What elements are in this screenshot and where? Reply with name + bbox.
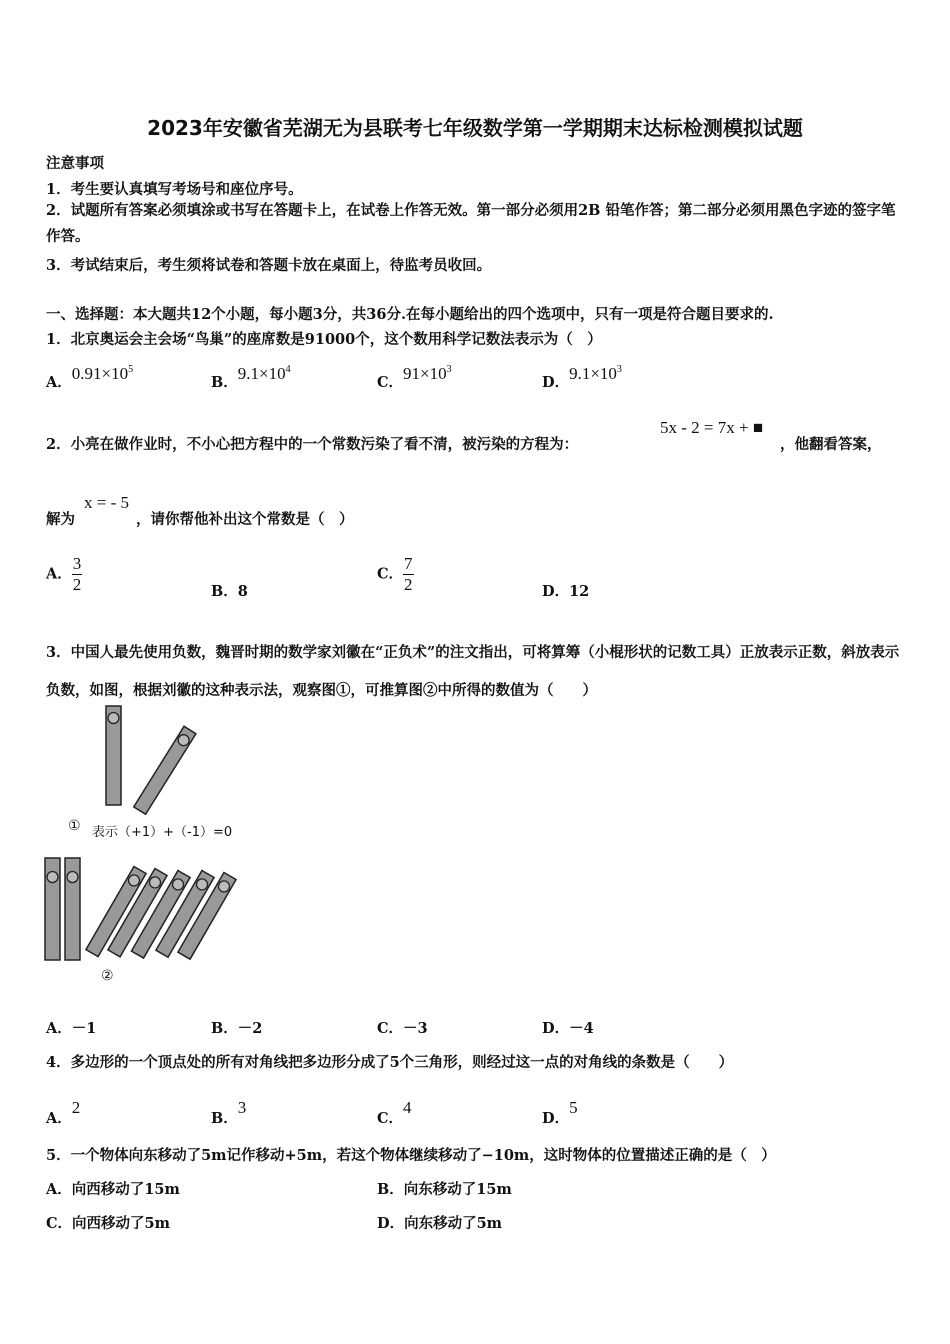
figure-1-caption: 表示（+1）+（-1）=0	[92, 825, 233, 840]
upright-rod	[45, 858, 60, 960]
q2-option-d	[542, 580, 589, 601]
option-label: D．	[542, 374, 570, 391]
q1-option-a	[46, 364, 133, 392]
option-label: D．	[377, 1215, 405, 1232]
option-base: 91×10	[403, 364, 447, 383]
option-exponent: 4	[285, 364, 291, 375]
option-text: 5	[569, 1098, 578, 1117]
figure-2-label: ②	[101, 968, 114, 984]
option-label: B．	[211, 583, 238, 600]
option-text: 3	[237, 1098, 247, 1117]
notice-item-1: 1．考生要认真填写考场号和座位序号。	[46, 181, 303, 198]
exam-title: 2023年安徽省芜湖无为县联考七年级数学第一学期期末达标检测模拟试题	[147, 116, 803, 140]
option-text: －2	[237, 1020, 263, 1037]
option-label: C．	[377, 565, 404, 583]
option-text: 12	[569, 583, 590, 600]
option-label: B．	[211, 374, 238, 391]
option-text: －1	[71, 1020, 97, 1037]
q1-option-d	[542, 364, 622, 392]
q2-option-b	[211, 580, 248, 601]
q1-option-c	[377, 364, 452, 392]
option-base: 9.1×10	[569, 364, 617, 383]
option-label: A．	[46, 1110, 72, 1127]
q3-option-a	[46, 1017, 96, 1038]
q4-option-b	[211, 1098, 246, 1128]
option-text: －4	[569, 1020, 594, 1037]
section-heading: 一、选择题：本大题共12个小题，每小题3分，共36分.在每小题给出的四个选项中，只有一项是符合题目要求的.	[46, 306, 774, 323]
fraction-denominator: 2	[72, 575, 82, 594]
question-4-stem: 4．多边形的一个顶点处的所有对角线把多边形分成了5个三角形，则经过这一点的对角线的条数是（ ）	[46, 1054, 734, 1071]
option-label: D．	[542, 1020, 570, 1037]
option-label: B．	[377, 1181, 404, 1198]
q2-option-a	[46, 555, 82, 594]
question-5-stem: 5．一个物体向东移动了5m记作移动+5m，若这个物体继续移动了−10m，这时物体的位置描述正确的是（ ）	[46, 1147, 776, 1164]
option-text: 向西移动了15m	[71, 1181, 180, 1198]
question-1-stem: 1．北京奥运会主会场“鸟巢”的座席数是91000个，这个数用科学记数法表示为（ ）	[46, 331, 602, 348]
option-label: A．	[46, 374, 72, 391]
figure-1-label: ①	[68, 818, 81, 834]
option-exponent: 3	[616, 364, 622, 375]
q5-option-a	[46, 1178, 180, 1199]
option-exponent: 3	[446, 364, 452, 375]
option-label: C．	[377, 1110, 404, 1127]
question-2-stem-b: ，他翻看答案，	[780, 436, 882, 453]
option-label: B．	[211, 1020, 238, 1037]
notice-heading: 注意事项	[46, 155, 104, 172]
option-text: 8	[237, 583, 248, 600]
option-text: 向东移动了5m	[404, 1215, 503, 1232]
option-text: 向东移动了15m	[403, 1181, 512, 1198]
q5-option-c	[46, 1212, 170, 1233]
option-base: 9.1×10	[237, 364, 286, 383]
q2-option-c	[377, 555, 414, 594]
q3-option-c	[377, 1017, 428, 1038]
question-3-stem: 3．中国人最先使用负数，魏晋时期的数学家刘徽在“正负术”的注文指出，可将算筹（小棍形状的记数工具）正放表示正数，斜放表示负数，如图，根据刘徽的这种表示法，观察图①，可推算图②中所得的数值为（ ）	[46, 644, 900, 699]
fraction	[403, 555, 414, 594]
question-2-stem-c: 解为	[46, 511, 75, 528]
q4-option-d	[542, 1098, 578, 1128]
option-text: 4	[403, 1098, 412, 1117]
notice-item-3: 3．考试结束后，考生须将试卷和答题卡放在桌面上，待监考员收回。	[46, 257, 492, 274]
q5-option-d	[377, 1212, 502, 1233]
option-label: D．	[542, 1110, 570, 1127]
option-label: A．	[46, 565, 72, 583]
q1-option-b	[211, 364, 291, 392]
option-exponent: 5	[128, 364, 134, 375]
fraction-numerator: 3	[72, 554, 82, 573]
upright-rod	[106, 706, 121, 805]
q5-option-b	[377, 1178, 512, 1199]
q4-option-c	[377, 1098, 412, 1128]
q2-solution: x = - 5	[84, 493, 129, 512]
option-base: 0.91×10	[71, 364, 129, 383]
figure-2-counting-rods	[40, 852, 250, 967]
option-label: B．	[211, 1110, 238, 1127]
q4-option-a	[46, 1098, 80, 1128]
upright-rod	[65, 858, 80, 960]
fraction-numerator: 7	[404, 554, 413, 573]
fraction-denominator: 2	[404, 575, 413, 594]
option-label: C．	[377, 1020, 404, 1037]
option-text: －3	[403, 1020, 428, 1037]
option-label: A．	[46, 1181, 72, 1198]
q3-option-b	[211, 1017, 262, 1038]
option-label: C．	[377, 374, 404, 391]
fraction	[72, 555, 83, 594]
question-2-stem-a: 2．小亮在做作业时，不小心把方程中的一个常数污染了看不清，被污染的方程为：	[46, 436, 579, 453]
notice-item-2: 2．试题所有答案必须填涂或书写在答题卡上，在试卷上作答无效。第一部分必须用2B 铅笔作答；第二部分必须用黑色字迹的签字笔作答。	[46, 202, 896, 245]
figure-1-counting-rods	[95, 700, 215, 815]
q2-equation: 5x - 2 = 7x + ■	[660, 418, 764, 437]
option-label: D．	[542, 583, 570, 600]
option-label: C．	[46, 1215, 73, 1232]
q3-option-d	[542, 1017, 594, 1038]
option-label: A．	[46, 1020, 72, 1037]
slanted-rod	[134, 726, 196, 814]
option-text: 2	[71, 1098, 81, 1117]
question-2-stem-d: ，请你帮他补出这个常数是（ ）	[136, 511, 354, 528]
option-text: 向西移动了5m	[72, 1215, 170, 1232]
